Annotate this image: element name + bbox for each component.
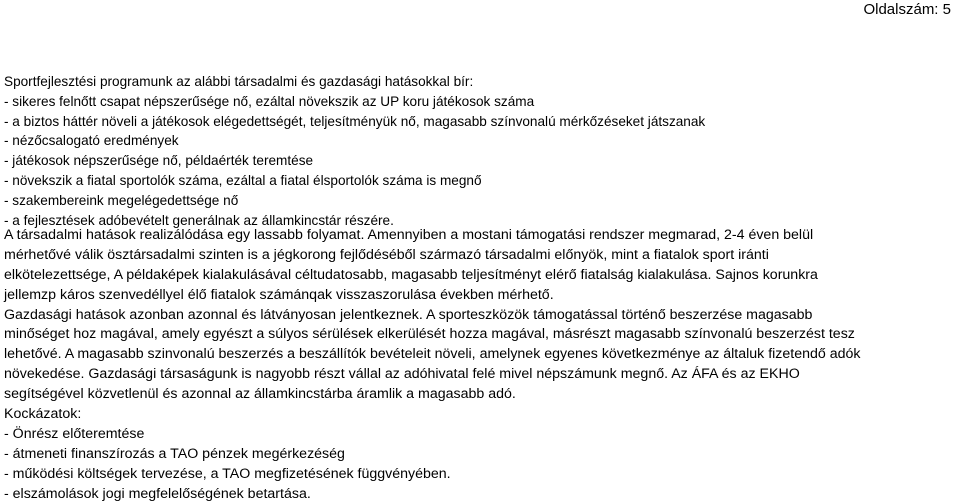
text-line: minőséget hoz magával, amely egyészt a súlyos sérülések elkerülését hozza magával, másrészt magasabb színvonalú beszerzést tesz [4,326,855,343]
economic-impact-paragraph [4,306,952,405]
list-item: - sikeres felnőtt csapat népszerűsége nő, ezáltal növekszik az UP koru játékosok száma [4,93,535,109]
text-line: A társadalmi hatások realizálódása egy lassabb folyamat. Amennyiben a mostani támogatási rendszer megmarad, 2-4 éven belül [4,227,814,243]
text-line: jellemzp káros szenvedéllyel élő fiatalok számánqak visszaszorulása években mérhető. [4,286,554,303]
text-line: növekedése. Gazdasági társaságunk is nagyobb részt vállal az adóhivatal felé mivel népszámunk megnő. Az ÁFA és az EKHO [4,366,800,383]
risk-item: - elszámolások jogi megfelelőségének betartása. [4,485,311,502]
impact-summary [4,72,949,230]
text-line: segítségével közvetlenül és azonnal az államkincstárba áramlik a magasabb adó. [4,386,516,403]
text-line: lehetővé. A magasabb szinvonalú beszerzés a beszállítók bevételeit növeli, amelynek egyenes következménye az általuk fizetendő adók [4,346,861,363]
text-line: mérhetővé válik ösztársadalmi szinten is a jégkorong fejlődéséből származó társadalmi előnyök, mint a fiatalok sport iránti [4,246,769,263]
list-item: - a fejlesztések adóbevételt generálnak az államkincstár részére. [4,212,394,228]
list-item: - nézőcsalogató eredmények [4,133,179,149]
list-item: - növekszik a fiatal sportolók száma, ezáltal a fiatal élsportolók száma is megnő [4,172,482,188]
risk-item: - Önrész előteremtése [4,425,145,442]
text-line: elkötelezettsége, A példaképek kialakulásával céltudatosabb, magasabb teljesítményt elérő fiatalság kialakulása. Sajnos korunkra [4,266,818,283]
social-impact-paragraph [4,226,952,306]
list-item: - szakembereink megelégedettsége nő [4,192,239,208]
page-number: Oldalszám: 5 [863,1,951,18]
risk-item: - működési költségek tervezése, a TAO megfizetésének függvényében. [4,465,451,482]
text-line: Gazdasági hatások azonban azonnal és látványosan jelentkeznek. A sporteszközök támogatással történő beszerzése magasabb [4,306,813,323]
risks-section [4,405,952,504]
body-text [4,226,952,504]
list-item: - a biztos háttér növeli a játékosok elégedettségét, teljesítményük nő, magasabb színvonalú mérkőzéseket játszanak [4,113,706,129]
list-item: - játékosok népszerűsége nő, példaérték teremtése [4,153,314,169]
risk-item: - átmeneti finanszírozás a TAO pénzek megérkezéség [4,445,345,462]
intro-heading: Sportfejlesztési programunk az alábbi társadalmi és gazdasági hatásokkal bír: [4,74,474,89]
risks-heading: Kockázatok: [4,406,82,423]
